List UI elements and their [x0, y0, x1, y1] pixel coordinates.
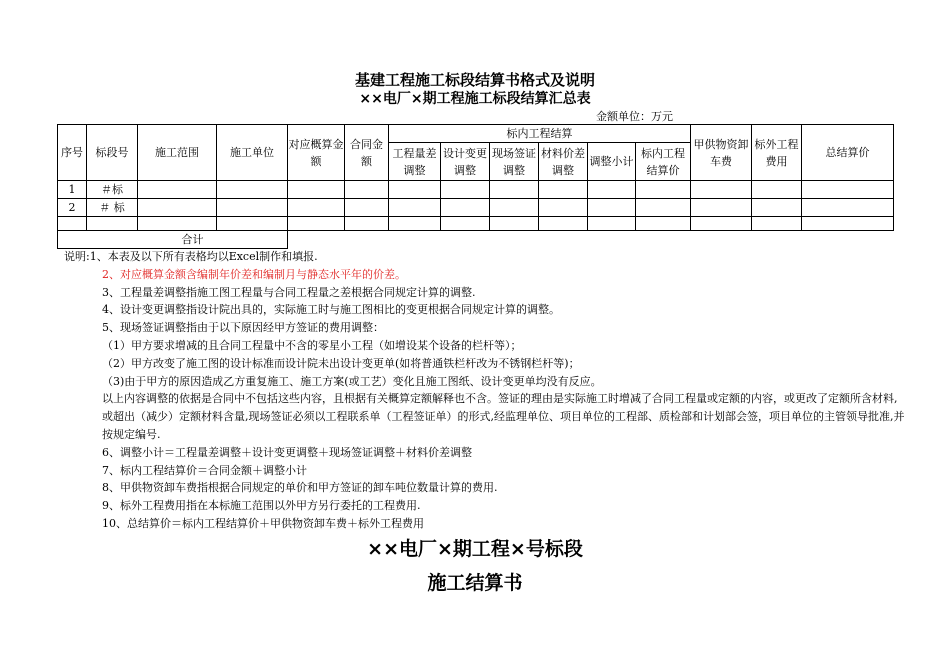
note-10: 10、总结算价＝标内工程结算价＋甲供物资卸车费＋标外工程费用	[102, 516, 424, 530]
currency-unit-note: 金额单位：万元	[596, 110, 673, 123]
row-section: ＃ 标	[87, 199, 138, 217]
header-contractor: 施工单位	[217, 125, 288, 181]
header-estimate: 对应概算金额	[288, 125, 345, 181]
header-qty-adjust: 工程量差调整	[389, 143, 441, 181]
total-label: 合计	[58, 231, 288, 249]
header-section: 标段号	[87, 125, 138, 181]
note-1: 说明:1、本表及以下所有表格均以Excel制作和填报.	[64, 250, 318, 263]
row-seq: 2	[58, 199, 87, 217]
section-cover-subtitle: 施工结算书	[427, 572, 523, 594]
note-7: 7、标内工程结算价＝合同金额＋调整小计	[102, 463, 307, 477]
note-5: 5、现场签证调整指由于以下原因经甲方签证的费用调整：	[102, 321, 384, 335]
note-2: 2、对应概算金额含编制年价差和编制月与静态水平年的价差。	[102, 267, 406, 281]
header-within-price: 标内工程结算价	[636, 143, 691, 181]
note-8: 8、甲供物资卸车费指根据合同规定的单价和甲方签证的卸车吨位数量计算的费用.	[102, 481, 498, 495]
note-5-2: （2）甲方改变了施工图的设计标准而设计院未出设计变更单(如将普通铁栏杆改为不锈钢栏杆等)；	[102, 356, 580, 370]
note-6: 6、调整小计＝工程量差调整＋设计变更调整＋现场签证调整＋材料价差调整	[102, 445, 472, 459]
table-row	[58, 181, 894, 199]
header-seq: 序号	[58, 125, 87, 181]
section-cover-title: ××电厂×期工程×号标段	[367, 538, 583, 560]
row-section: ＃标	[87, 181, 138, 199]
header-total: 总结算价	[802, 125, 894, 181]
row-seq: 1	[58, 181, 87, 199]
header-material-adjust: 材料价差调整	[539, 143, 588, 181]
note-5-1: （1）甲方要求增减的且合同工程量中不含的零星小工程（如增设某个设备的栏杆等）；	[102, 338, 522, 352]
row-section	[87, 217, 138, 231]
total-row	[58, 231, 894, 249]
document-title: 基建工程施工标段结算书格式及说明	[354, 71, 595, 89]
settlement-summary-table	[57, 124, 894, 249]
note-4: 4、设计变更调整指设计院出具的，实际施工时与施工图相比的变更根据合同规定计算的调整。	[102, 303, 560, 317]
note-3: 3、工程量差调整指施工图工程量与合同工程量之差根据合同规定计算的调整.	[102, 285, 476, 299]
explanation-notes	[64, 248, 904, 533]
table-title: ××电厂×期工程施工标段结算汇总表	[359, 91, 591, 107]
header-unload-fee: 甲供物资卸车费	[691, 125, 752, 181]
header-contract: 合同金额	[345, 125, 389, 181]
header-design-adjust: 设计变更调整	[441, 143, 490, 181]
header-row-1	[58, 125, 894, 143]
header-subtotal: 调整小计	[588, 143, 636, 181]
note-9: 9、标外工程费用指在本标施工范围以外甲方另行委托的工程费用.	[102, 499, 421, 513]
header-site-adjust: 现场签证调整	[490, 143, 539, 181]
header-outside-fee: 标外工程费用	[752, 125, 802, 181]
header-scope: 施工范围	[138, 125, 217, 181]
table-row	[58, 199, 894, 217]
note-5-basis: 以上内容调整的依据是合同中不包括这些内容，且根据有关概算定额解释也不含。签证的理由是实际施工时增减了合同工程量或定额的内容，或更改了定额所含材料,或超出（减少）定额材料含量,现场签证必须以工程联系单（工程签证单）的形式,经监理单位、项目单位的工程部、质检部和计划部会签，项目单位的主管领导批准,并按规定编号.	[102, 392, 905, 441]
header-within-settlement: 标内工程结算	[389, 125, 691, 143]
table-row	[58, 217, 894, 231]
row-seq	[58, 217, 87, 231]
note-5-3: （3)由于甲方的原因造成乙方重复施工、施工方案(或工艺）变化且施工图纸、设计变更单均没有反应。	[102, 374, 602, 388]
